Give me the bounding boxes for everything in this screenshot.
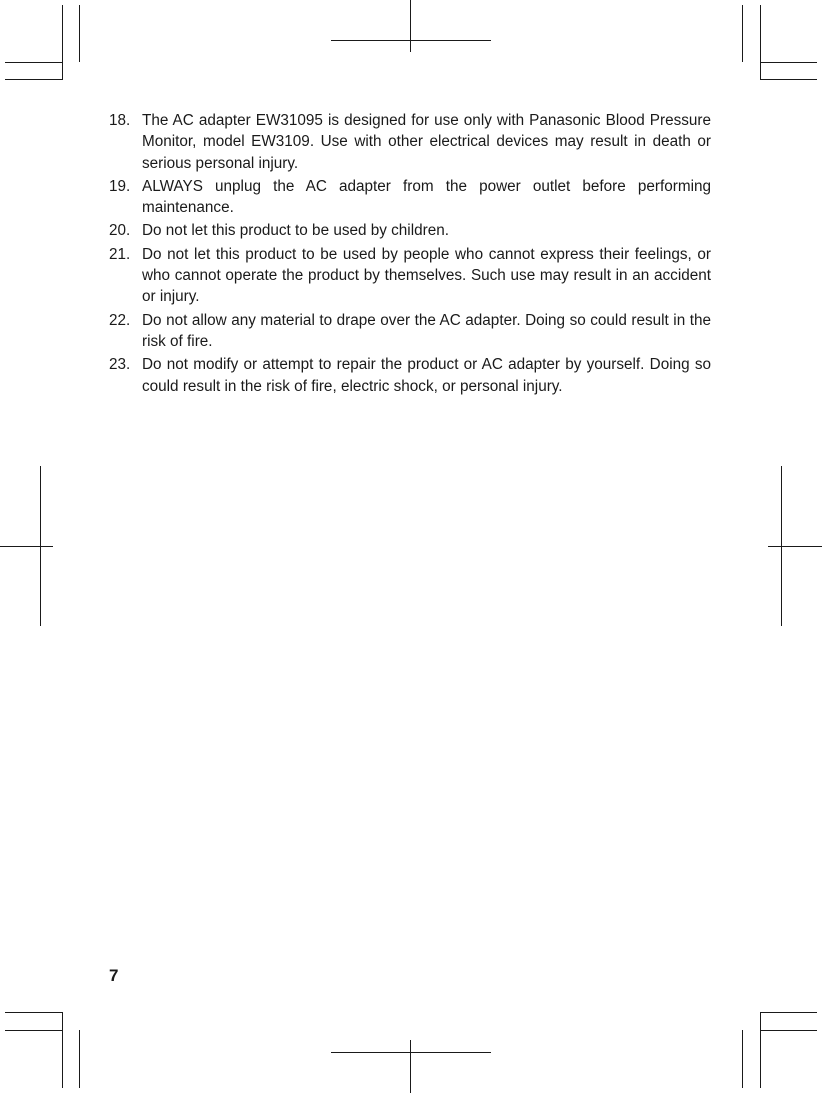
list-item	[109, 354, 711, 397]
item-text: ALWAYS unplug the AC adapter from the power outlet before performing maintenance.	[142, 177, 711, 217]
item-text: Do not let this product to be used by children.	[142, 222, 449, 240]
registration-mark-top-vertical	[410, 0, 411, 52]
registration-mark-bottom-vertical	[410, 1040, 411, 1093]
item-number: 23.	[109, 356, 131, 374]
crop-mark-top-left-vertical-outer	[62, 5, 63, 80]
crop-mark-top-right-vertical-outer	[742, 5, 743, 62]
crop-mark-bottom-right-vertical-outer	[742, 1030, 743, 1088]
registration-mark-left-horizontal	[0, 546, 53, 547]
list-item	[109, 310, 711, 353]
crop-mark-top-left-horizontal-upper	[5, 62, 62, 63]
registration-mark-top-horizontal	[331, 40, 491, 41]
registration-mark-bottom-horizontal	[331, 1052, 491, 1053]
list-item	[109, 220, 711, 241]
crop-mark-bottom-left-horizontal-upper	[5, 1012, 62, 1013]
crop-mark-bottom-right-horizontal-upper	[760, 1012, 817, 1013]
item-number: 21.	[109, 245, 131, 263]
crop-mark-bottom-right-horizontal-lower	[760, 1030, 817, 1031]
item-number: 19.	[109, 177, 131, 195]
item-number: 20.	[109, 222, 131, 240]
item-text: Do not allow any material to drape over the AC adapter. Doing so could result in the risk of fire.	[142, 311, 711, 350]
list-item	[109, 244, 711, 308]
crop-mark-top-right-horizontal-lower	[760, 79, 817, 80]
item-text: The AC adapter EW31095 is designed for use only with Panasonic Blood Pressure Monitor, model EW3109. Use with other electrical devices may result in death or serious personal injury.	[142, 112, 711, 172]
crop-mark-top-right-vertical-inner	[760, 5, 761, 80]
item-text: Do not let this product to be used by people who cannot express their feelings, or who cannot operate the product by themselves. Such use may result in an accident or injury.	[142, 245, 711, 306]
crop-mark-bottom-left-horizontal-lower	[5, 1030, 62, 1031]
crop-mark-top-left-vertical-inner	[79, 5, 80, 62]
registration-mark-right-horizontal	[768, 546, 822, 547]
item-number: 18.	[109, 112, 131, 129]
list-item	[109, 110, 711, 174]
crop-mark-bottom-right-vertical-inner	[760, 1012, 761, 1088]
crop-mark-bottom-left-vertical-outer	[62, 1012, 63, 1088]
crop-mark-top-right-horizontal-upper	[760, 62, 817, 63]
crop-mark-bottom-left-vertical-inner	[79, 1030, 80, 1088]
crop-mark-top-left-horizontal-lower	[5, 79, 62, 80]
item-text: Do not modify or attempt to repair the product or AC adapter by yourself. Doing so could result in the risk of fire, electric shock, or personal injury.	[142, 356, 711, 395]
list-item	[109, 176, 711, 219]
item-number: 22.	[109, 311, 131, 329]
safety-instructions-list	[109, 110, 711, 399]
page-number: 7	[109, 966, 119, 985]
